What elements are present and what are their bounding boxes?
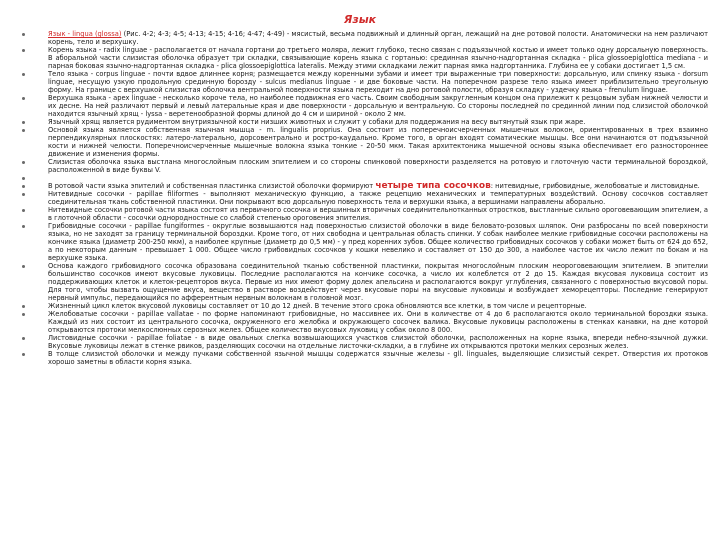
bullet-icon — [22, 185, 25, 188]
bullet-icon — [22, 265, 25, 268]
paragraph-item — [0, 70, 720, 94]
paragraph-item — [0, 94, 720, 118]
paragraph-body: Жизненный цикл клеток вкусовой луковицы составляет от 10 до 12 дней. В течение этого срока обновляются все клетки, в том числе и рецепторные. — [48, 302, 587, 310]
paragraph-text — [48, 262, 708, 302]
paragraph-item — [0, 158, 720, 174]
paragraph-item — [0, 334, 720, 350]
paragraph-body: Основой языка является собственная язычная мышца - m. lingualis proprius. Она состоит из поперечноисчерченных мышечных волокон, ориентированных в трех взаимно перпендикулярных плоскостях: латеро-латерально, дорсовентрально и ростро-каудально. Кроме того, в орган входят соматические мышцы. Все они начинаются от подъязычной кости и нижней челюсти. Поперечноисчерченные мышечные волокна языка тонкие - 20-50 мкм. Такая архитектоника мышечной основы языка обеспечивает его разностороннее движение и изменения формы. — [48, 126, 708, 158]
bullet-icon — [22, 73, 25, 76]
paragraph-item — [0, 206, 720, 222]
paragraph-body: Основа каждого грибовидного сосочка образована соединительной тканью собственной пластинки, покрытая многослойным плоским неороговевающим эпителием. В эпителии большинство сосочков имеют вкусовые луковицы. Последние располагаются на кончике сосочка, а число их колеблется от 2 до 15. Каждая вкусовая луковица состоит из поддерживающих клеток и клеток-рецепторов вкуса. Первые из них имеют форму долек апельсина и располагаются вокруг углубления, связанного с поверхностью вкусовой поры. Для того, чтобы вызвать ощущение вкуса, вещество в растворе воздействует через вкусовые поры на вкусовые луковицы и возбуждает хеморецепторы. Последние генерируют нервный импульс, передающийся по афферентным нервным волокнам в головной мозг. — [48, 262, 708, 302]
bullet-icon — [22, 49, 25, 52]
paragraph-item — [0, 126, 720, 158]
paragraph-body: Нитевидные сосочки - papillae filiformes - выполняют механическую функцию, а также рецепцию механических и температурных воздействий. Основу сосочков составляет соединительная ткань собственной пластинки. Они покрывают всю дорсальную поверхность тела и верхушки языка, а вершинами направлены аборально. — [48, 190, 708, 206]
paragraph-body: Листовидные сосочки - papillae foliatae - в виде овальных слегка возвышающихся участков слизистой оболочки, расположенных на корне языка, впереди небно-язычной дужки. Вкусовые луковицы лежат в стенке рвиков, разделяющих сосочки на отдельные листочки-складки, а в глубине их открываются протоки мелких серозных желез. — [48, 334, 708, 350]
paragraph-text — [48, 158, 708, 174]
paragraph-body: Корень языка - radix linguae - располагается от начала гортани до третьего моляра, лежит глубоко, тесно связан с подъязычной костью и имеет только одну дорсальную поверхность. В аборальной части слизистая оболочка образует три складки, связывающие корень языка с гортанью: срединная язычно-надгортанная складка - plica glossoepiglottica mediana - и парная боковая язычно-надгортанная складка - plica glossoepiglottica lateralis. Между этими складками лежит парная ямка надгортанника. Глубина ее у собаки достигает 1,5 см. — [48, 46, 708, 70]
bullet-icon — [22, 209, 25, 212]
bullet-icon — [22, 313, 25, 316]
paragraph-body: Грибовидные сосочки - papillae fungiformes - округлые возвышаются над поверхностью слизистой оболочки в виде беловато-розовых шляпок. Они разбросаны по всей поверхности языка, но не заходят за границу терминальной бороздки. Кроме того, от них свободна и центральная область спинки. У собак наиболее мелкие грибовидные сосочки расположены на кончике языка (диаметр 200-250 мкм), а наиболее крупные (диаметр до 0,5 мм) - у пред коренних зубов. Общее количество грибовидных сосочков у собаки может быть от 624 до 652, а по некоторым данным - превышает 1 000. Общее число грибовидных сосочков у кошки невелико и составляет от 150 до 300, а наиболее частое их число лежит по бокам и на верхушке языка. — [48, 222, 708, 262]
paragraph-text — [48, 334, 708, 350]
paragraph-body: Верхушка языка - apex linguae - несколько короче тела, но наиболее подвижная его часть. Своим свободным закругленным концом она прилежит к резцовым зубам нижней челюсти и их десне. На ней различают первый и левый латеральные края и две поверхности - дорсальную и вентральную. Со стороны последней по срединной линии под слизистой оболочкой находится язычный хрящ - lyssa - веретенообразной формы длиной до 4 см и шириной - около 2 мм. — [48, 94, 708, 118]
bullet-icon — [22, 97, 25, 100]
bullet-icon — [22, 177, 25, 180]
paragraph-item — [0, 118, 720, 126]
term-highlight: Язык - lingua (glossa) — [48, 30, 122, 38]
paragraph-text — [48, 118, 708, 126]
bullet-icon — [22, 337, 25, 340]
paragraph-text — [48, 206, 708, 222]
bullet-icon — [22, 305, 25, 308]
paragraph-text — [48, 46, 708, 70]
paragraph-item — [0, 182, 720, 190]
paragraph-body: (Рис. 4-2; 4-3; 4-5; 4-13; 4-15; 4-16; 4-47; 4-49) - мясистый, весьма подвижный и длинный орган, лежащий на дне ротовой полости. Анатомически на нем различают корень, тело и верхушку. — [48, 30, 709, 46]
paragraph-text — [48, 30, 708, 46]
paragraph-body: Тело языка - corpus linguae - почти вдвое длиннее корня; размещается между коренными зубами и имеет три выраженные три поверхности: дорсальную, или спинку языка - dorsum linguae, несущую узкую продольную срединную борозду - sulcus medianus linguae - и две боковые части. На поперечном разрезе тело языка имеет приблизительно треугольную форму. На границе с верхушкой слизистая оболочка вентральной поверхности языка переходит на дно ротовой полости, образуя складку - уздечку языка - frenulum linguae. — [48, 70, 708, 94]
paragraph-item — [0, 174, 720, 182]
paragraph-text — [48, 190, 708, 206]
emphasis-red-heading: четыре типа сосочков — [375, 181, 491, 191]
paragraph-item — [0, 262, 720, 302]
paragraph-item — [0, 302, 720, 310]
document-title: Язык — [343, 13, 377, 26]
paragraph-text — [48, 222, 708, 262]
paragraph-item — [0, 222, 720, 262]
paragraph-item — [0, 310, 720, 334]
paragraph-text — [48, 350, 708, 366]
bullet-icon — [22, 193, 25, 196]
paragraph-text — [48, 182, 708, 190]
paragraph-item — [0, 30, 720, 46]
paragraph-body: Желобоватые сосочки - papillae vallatae - по форме напоминают грибовидные, но массивнее их. Они в количестве от 4 до 6 располагаются около терминальной бороздки языка. Каждый из них состоит из центрального сосочка, окруженного его желобка и окружающего сосочек валика. Вкусовые луковицы расположены в стенках канавки, на дне которой открываются протоки мелкослюнных серозных желез. Общее количество вкусовых луковиц у собак около 8 000. — [48, 310, 708, 334]
bullet-icon — [22, 353, 25, 356]
bullet-icon — [22, 121, 25, 124]
paragraph-text — [48, 126, 708, 158]
paragraph-text — [48, 94, 708, 118]
paragraph-item — [0, 190, 720, 206]
bullet-icon — [22, 225, 25, 228]
paragraph-item — [0, 350, 720, 366]
paragraph-item — [0, 46, 720, 70]
paragraph-text — [48, 310, 708, 334]
paragraph-list — [0, 30, 720, 366]
paragraph-body: Нитевидные сосочки ротовой части языка состоят из первичного сосочка и вершинных вторичных соединительнотканных отростков, выстланные сильно ороговевающим эпителием, а в глоточной области - сосочки однородностные со слабой степенью ороговения эпителия. — [48, 206, 708, 222]
bullet-icon — [22, 33, 25, 36]
paragraph-body: Слизистая оболочка языка выстлана многослойным плоским эпителием и со стороны спинковой поверхности разделяется на ротовую и глоточную части терминальной бороздкой, расположенной в виде буквы V. — [48, 158, 708, 174]
bullet-icon — [22, 129, 25, 132]
paragraph-body: В толще слизистой оболочки и между пучками собственной язычной мышцы содержатся язычные железы - gll. linguales, выделяющие слизистый секрет. Отверстия их протоков хорошо заметны в области корня языка. — [48, 350, 708, 366]
paragraph-body: Язычный хрящ является рудиментом внутриязычной кости низших животных и служит у собаки для поддержания на весу вытянутый язык при жаре. — [48, 118, 586, 126]
paragraph-body: В ротовой части языка эпителий и собственная пластинка слизистой оболочки формируют — [48, 182, 376, 190]
paragraph-tail: : нитевидные, грибовидные, желобоватые и листовидные. — [490, 182, 700, 190]
paragraph-text — [48, 302, 708, 310]
paragraph-text — [48, 70, 708, 94]
bullet-icon — [22, 161, 25, 164]
